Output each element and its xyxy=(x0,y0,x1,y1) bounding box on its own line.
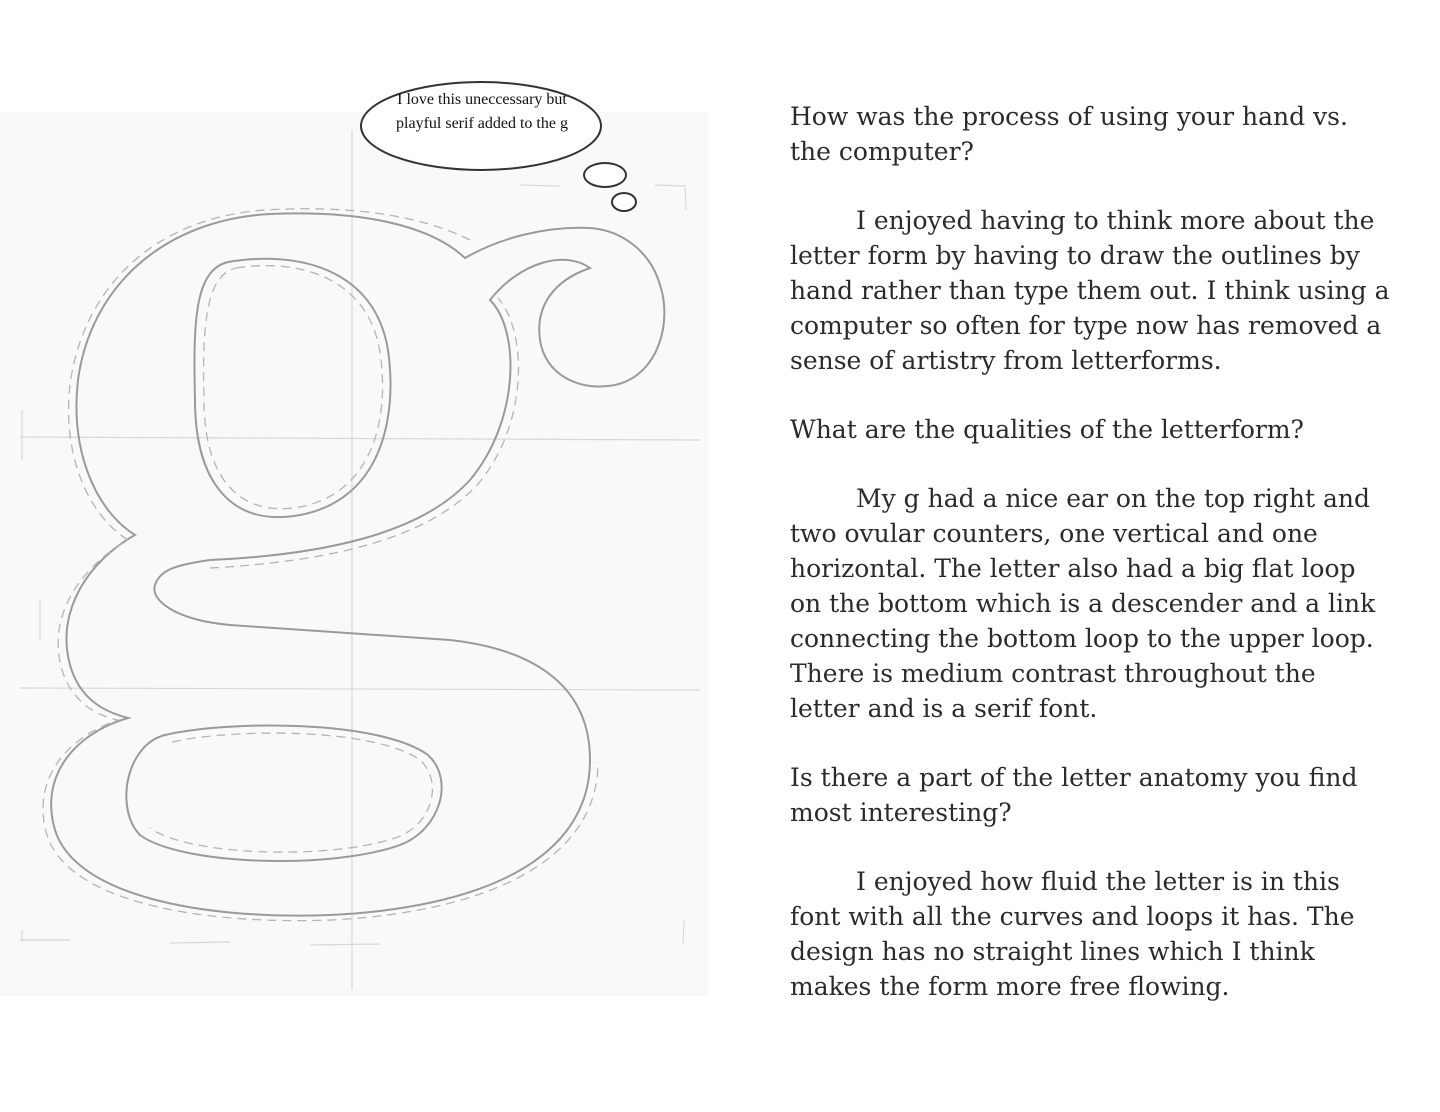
thought-dot-large xyxy=(583,162,627,188)
answer-letterform-qualities: My g had a nice ear on the top right and two ovular counters, one vertical and one horizontal. The letter also had a big flat loop on the bottom which is a descender and a link connecting the bottom loop to the upper loop. There is medium contrast throughout the letter and is a serif font. xyxy=(790,484,1376,723)
qa-text-column xyxy=(790,99,1390,1038)
answer-interesting-anatomy: I enjoyed how fluid the letter is in this font with all the curves and loops it has. The design has no straight lines which I think makes the form more free flowing. xyxy=(790,867,1355,1001)
thought-bubble-text: I love this uneccessary but playful serif added to the g xyxy=(396,91,568,132)
thought-dot-small xyxy=(611,192,637,212)
question-letterform-qualities: What are the qualities of the letterform? xyxy=(790,415,1304,444)
question-hand-vs-computer: How was the process of using your hand vs. the computer? xyxy=(790,102,1348,166)
answer-hand-vs-computer: I enjoyed having to think more about the letter form by having to draw the outlines by hand rather than type them out. I think using a computer so often for type now has removed a sense of artistry from letterforms. xyxy=(790,206,1390,375)
hand-drawn-lowercase-g-icon xyxy=(0,112,708,996)
question-interesting-anatomy: Is there a part of the letter anatomy you find most interesting? xyxy=(790,763,1358,827)
letter-g-sketch xyxy=(0,112,708,996)
